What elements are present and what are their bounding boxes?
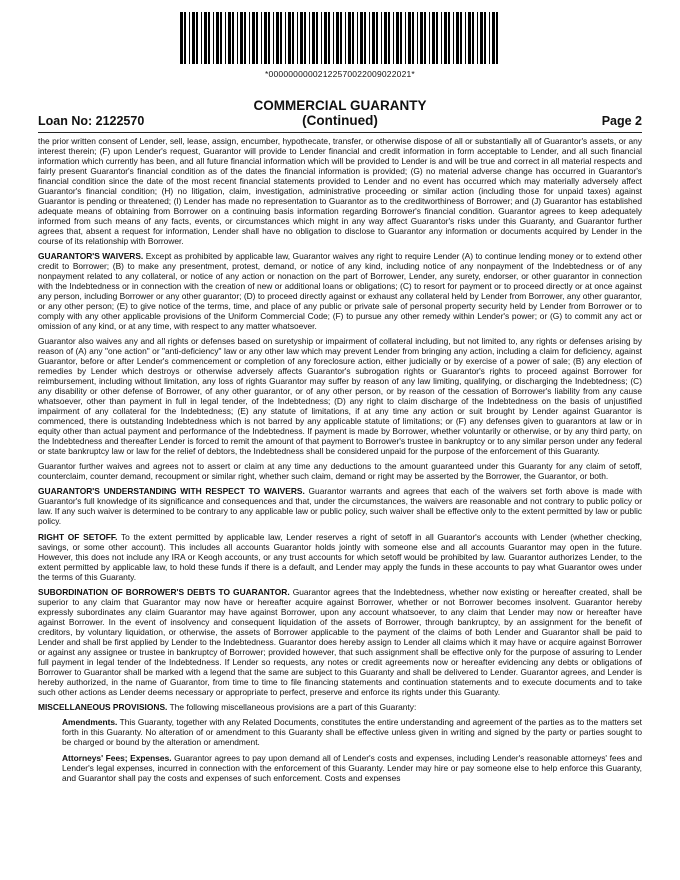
barcode-image: [180, 12, 498, 64]
page-number: Page 2: [601, 114, 642, 128]
document-title-block: [0, 98, 680, 128]
paragraph-suretyship-waivers: Guarantor also waives any and all rights or defenses based on suretyship or impairment of collateral including, but not limited to, any rights or defenses arising by reason of (A) any "one action" or "anti-deficiency" law or any other law which may prevent Lender from bringing any action, including a claim for deficiency, against Guarantor, before or after Lender's commencement or completion of any foreclosure action, either judicially or by exercise of a power of sale; (B) any election of remedies by Lender which destroys or otherwise adversely affects Guarantor's subrogation rights or Guarantor's rights to proceed against Borrower for reimbursement, including without limitation, any loss of rights Guarantor may suffer by reason of any law limiting, qualifying, or discharging the Indebtedness; (C) any disability or other defense of Borrower, of any other guarantor, or of any other person, or by reason of the cessation of Borrower's liability from any cause whatsoever, other than payment in full in legal tender, of the Indebtedness; (D) any right to claim discharge of the Indebtedness on the basis of unjustified impairment of any collateral for the Indebtedness; (E) any statute of limitations, if at any time any action or suit brought by Lender against Guarantor is commenced, there is outstanding Indebtedness which is not barred by any applicable statute of limitations; or (F) any defenses given to guarantors at law or in equity other than actual payment and performance of the Indebtedness. If payment is made by Borrower, whether voluntarily or otherwise, or by any third party, on the Indebtedness and thereafter Lender is forced to remit the amount of that payment to Borrower's trustee in bankruptcy or to any similar person under any federal or state bankruptcy law or law for the relief of debtors, the Indebtedness shall be considered unpaid for the purpose of the enforcement of this Guaranty.: [38, 336, 642, 456]
header-divider: [38, 132, 642, 133]
section-heading: GUARANTOR'S WAIVERS.: [38, 250, 144, 261]
section-heading: RIGHT OF SETOFF.: [38, 531, 118, 542]
paragraph-right-of-setoff: RIGHT OF SETOFF. To the extent permitted by applicable law, Lender reserves a right of setoff in all Guarantor's accounts with Lender (whether checking, savings, or some other account). This includes all accounts Guarantor holds jointly with someone else and all accounts Guarantor may open in the future. However, this does not include any IRA or Keogh accounts, or any trust accounts for which setoff would be prohibited by law. Guarantor authorizes Lender, to the extent permitted by applicable law, to hold these funds if there is a default, and Lender may apply the funds in these accounts to pay what Guarantor owes under the terms of this Guaranty.: [38, 531, 642, 582]
paragraph-understanding-waivers: GUARANTOR'S UNDERSTANDING WITH RESPECT TO WAIVERS. Guarantor warrants and agrees that each of the waivers set forth above is made with Guarantor's full knowledge of its significance and consequences and that, under the circumstances, the waivers are reasonable and not contrary to public policy or law. If any such waiver is determined to be contrary to any applicable law or public policy, such waiver shall be effective only to the extent permitted by law or public policy.: [38, 486, 642, 527]
section-heading: Amendments.: [62, 717, 118, 728]
section-heading: GUARANTOR'S UNDERSTANDING WITH RESPECT TO WAIVERS.: [38, 486, 305, 497]
barcode-number: *00000000002122570022009022021*: [265, 69, 415, 79]
paragraph-guarantors-waivers: GUARANTOR'S WAIVERS. Except as prohibited by applicable law, Guarantor waives any right to require Lender (A) to continue lending money or to extend other credit to Borrower; (B) to make any presentment, protest, demand, or notice of any kind, including notice of any nonpayment of the Indebtedness or of any nonpayment related to any collateral, or notice of any action or nonaction on the part of Borrower, Lender, any surety, endorser, or other guarantor in connection with the Indebtedness or in connection with the creation of new or additional loans or obligations; (C) to resort for payment or to proceed directly or at once against any person, including Borrower or any other guarantor; (D) to proceed directly against or exhaust any collateral held by Lender from Borrower, any other guarantor, or any other person; (E) to give notice of the terms, time, and place of any public or private sale of personal property security held by Lender from Borrower or to comply with any other applicable provisions of the Uniform Commercial Code; (F) to pursue any other remedy within Lender's power; or (G) to commit any act or omission of any kind, or at any time, with respect to any matter whatsoever.: [38, 250, 642, 331]
section-heading: Attorneys' Fees; Expenses.: [62, 752, 172, 763]
document-title: COMMERCIAL GUARANTY: [253, 98, 427, 113]
paragraph-miscellaneous: MISCELLANEOUS PROVISIONS. The following miscellaneous provisions are a part of this Guaranty:: [38, 702, 417, 713]
paragraph-amendments: Amendments. This Guaranty, together with any Related Documents, constitutes the entire understanding and agreement of the parties as to the matters set forth in this Guaranty. No alteration of or amendment to this Guaranty shall be effective unless given in writing and signed by the party or parties sought to be charged or bound by the alteration or amendment.: [62, 717, 642, 748]
document-body: [38, 137, 642, 875]
paragraph-representations-cont: the prior written consent of Lender, sell, lease, assign, encumber, hypothecate, transfer, or otherwise dispose of all or substantially all of Guarantor's assets, or any interest therein; (F) upon Lender's request, Guarantor will provide to Lender financial and credit information in form acceptable to Lender, and all such financial information which currently has been, and all future financial information which will be provided to Lender is and will be true and correct in all material respects and fairly present Guarantor's financial condition as of the dates the financial information is provided; (G) no material adverse change has occurred in Guarantor's financial condition since the date of the most recent financial statements provided to Lender and no event has occurred which may materially adversely affect Guarantor's financial condition; (H) no litigation, claim, investigation, administrative proceeding or similar action (including those for unpaid taxes) against Guarantor is pending or threatened; (I) Lender has made no representation to Guarantor as to the creditworthiness of Borrower; and (J) Guarantor has established adequate means of obtaining from Borrower on a continuing basis information regarding Borrower's financial condition. Guarantor agrees to keep adequately informed from such means of any facts, events, or circumstances which might in any way affect Guarantor's risks under this Guaranty, and Guarantor further agrees that, absent a request for information, Lender shall have no obligation to disclose to Guarantor any information or documents acquired by Lender in the course of its relationship with Borrower.: [38, 137, 642, 246]
section-heading: SUBORDINATION OF BORROWER'S DEBTS TO GUARANTOR.: [38, 587, 290, 598]
paragraph-subordination: SUBORDINATION OF BORROWER'S DEBTS TO GUARANTOR. Guarantor agrees that the Indebtedness, whether now existing or hereafter created, shall be superior to any claim that Guarantor may now have or hereafter acquire against Borrower, whether or not Borrower becomes insolvent. Guarantor hereby expressly subordinates any claim Guarantor may have against Borrower, upon any account whatsoever, to any claim that Lender may now or hereafter have against Borrower. In the event of insolvency and consequent liquidation of the assets of Borrower, through bankruptcy, by an assignment for the benefit of creditors, by voluntary liquidation, or otherwise, the assets of Borrower applicable to the payment of the claims of both Lender and Guarantor shall be paid to Lender and shall be first applied by Lender to the Indebtedness. Guarantor does hereby assign to Lender all claims which it may have or acquire against Borrower or against any assignee or trustee in bankruptcy of Borrower; provided however, that such assignment shall be effective only for the purpose of assuring to Lender full payment in legal tender of the Indebtedness. If Lender so requests, any notes or credit agreements now or hereafter evidencing any debts or obligations of Borrower to Guarantor shall be marked with a legend that the same are subject to this Guaranty and shall be delivered to Lender. Guarantor agrees, and Lender is hereby authorized, in the name of Guarantor, from time to time to file financing statements and continuation statements and to execute documents and to take such other actions as Lender deems necessary or appropriate to perfect, preserve and enforce its rights under this Guaranty.: [38, 587, 642, 697]
paragraph-setoff-waiver: Guarantor further waives and agrees not to assert or claim at any time any deductions to the amount guaranteed under this Guaranty for any claim of setoff, counterclaim, counter demand, recoupment or similar right, whether such claim, demand or right may be asserted by the Borrower, the Guarantor, or both.: [38, 461, 642, 481]
document-subtitle: (Continued): [302, 113, 378, 128]
section-heading: MISCELLANEOUS PROVISIONS.: [38, 702, 168, 713]
paragraph-attorneys-fees: Attorneys' Fees; Expenses. Guarantor agrees to pay upon demand all of Lender's costs and expenses, including Lender's reasonable attorneys' fees and Lender's legal expenses, incurred in connection with the enforcement of this Guaranty. Lender may hire or pay someone else to help enforce this Guaranty, and Guarantor shall pay the costs and expenses of such enforcement. Costs and expenses: [62, 752, 642, 783]
loan-number: Loan No: 2122570: [38, 114, 145, 128]
